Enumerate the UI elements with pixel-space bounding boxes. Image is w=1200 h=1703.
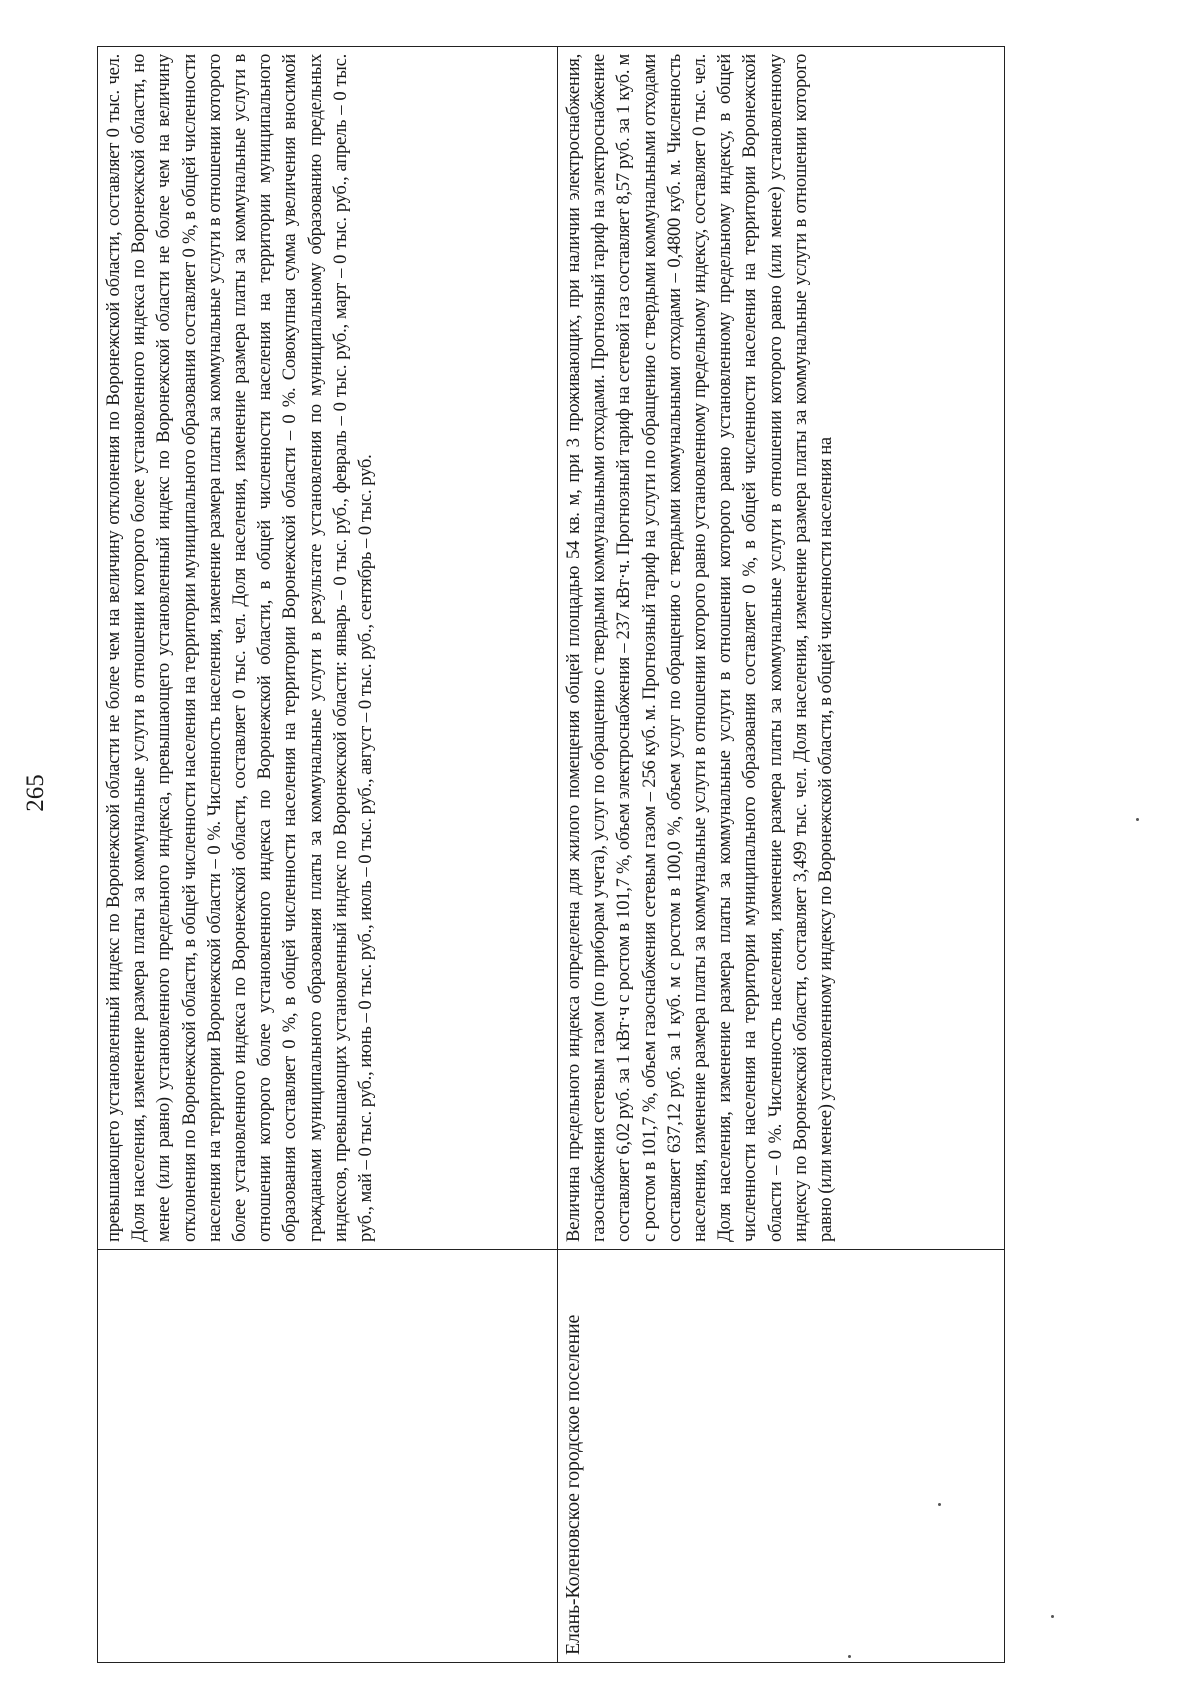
- municipality-cell: [98, 1250, 558, 1663]
- scan-speck: [1136, 818, 1139, 821]
- table-row: [558, 47, 1005, 1663]
- page-number: 265: [22, 774, 49, 812]
- scan-speck: [938, 1503, 941, 1506]
- scan-speck: [848, 1655, 851, 1658]
- municipality-cell: Елань-Коленовское городское поселение: [558, 1250, 1005, 1663]
- description-text: Величина предельного индекса определена для жилого помещения общей площадью 54 кв. м, при 3 проживающих, при наличии электроснабжения, газоснабжения сетевым газом (по приборам учета), услуг по обращению с твердыми коммунальными отходами. Прогнозный тариф на электроснабжение составляет 6,02 руб. за 1 кВт·ч с ростом в 101,7 %, объем электроснабжения – 237 кВт·ч. Прогнозный тариф на сетевой газ составляет 8,57 руб. за 1 куб. м с ростом в 101,7 %, объем газоснабжения сетевым газом – 256 куб. м. Прогнозный тариф на услуги по обращению с твердыми коммунальными отходами составляет 637,12 руб. за 1 куб. м с ростом в 100,0 %, объем услуг по обращению с твердыми коммунальными отходами – 0,4800 куб. м. Численность населения, изменение размера платы за коммунальные услуги в отношении которого равно установленному предельному индексу, составляет 0 тыс. чел. Доля населения, изменение размера платы за коммунальные услуги в отношении которого равно установленному предельному индексу, в общей численности населения на территории муниципального образования составляет 0 %, в общей численности населения на территории Воронежской области – 0 %. Численность населения, изменение размера платы за коммунальные услуги в отношении которого равно (или менее) установленному индексу по Воронежской области, составляет 3,499 тыс. чел. Доля населения, изменение размера платы за коммунальные услуги в отношении которого равно (или менее) установленному индексу по Воронежской области, в общей численности населения на: [563, 54, 837, 1242]
- municipality-index-table: [97, 46, 1005, 1663]
- scan-speck: [1051, 1615, 1054, 1618]
- description-text: превышающего установленный индекс по Воронежской области не более чем на величину отклонения по Воронежской области, составляет 0 тыс. чел. Доля населения, изменение размера платы за коммунальные услуги в отношении которого более установленного индекса по Воронежской области, но менее (или равно) установленного предельного индекса, превышающего установленный индекс по Воронежской области не более чем на величину отклонения по Воронежской области, в общей численности населения на территории муниципального образования составляет 0 %, в общей численности населения на территории Воронежской области – 0 %. Численность населения, изменение размера платы за коммунальные услуги в отношении которого более установленного индекса по Воронежской области, составляет 0 тыс. чел. Доля населения, изменение размера платы за коммунальные услуги в отношении которого более установленного индекса по Воронежской области, в общей численности населения на территории муниципального образования составляет 0 %, в общей численности населения на территории Воронежской области – 0 %. Совокупная сумма увеличения вносимой гражданами муниципального образования платы за коммунальные услуги в результате установления по муниципальному образованию предельных индексов, превышающих установленный индекс по Воронежской области: январь – 0 тыс. руб., февраль – 0 тыс. руб., март – 0 тыс. руб., апрель – 0 тыс. руб., май – 0 тыс. руб., июнь – 0 тыс. руб., июль – 0 тыс. руб., август – 0 тыс. руб., сентябрь – 0 тыс. руб.: [103, 54, 377, 1242]
- table-row: [98, 47, 558, 1663]
- description-cell: [558, 47, 1005, 1250]
- description-cell: [98, 47, 558, 1250]
